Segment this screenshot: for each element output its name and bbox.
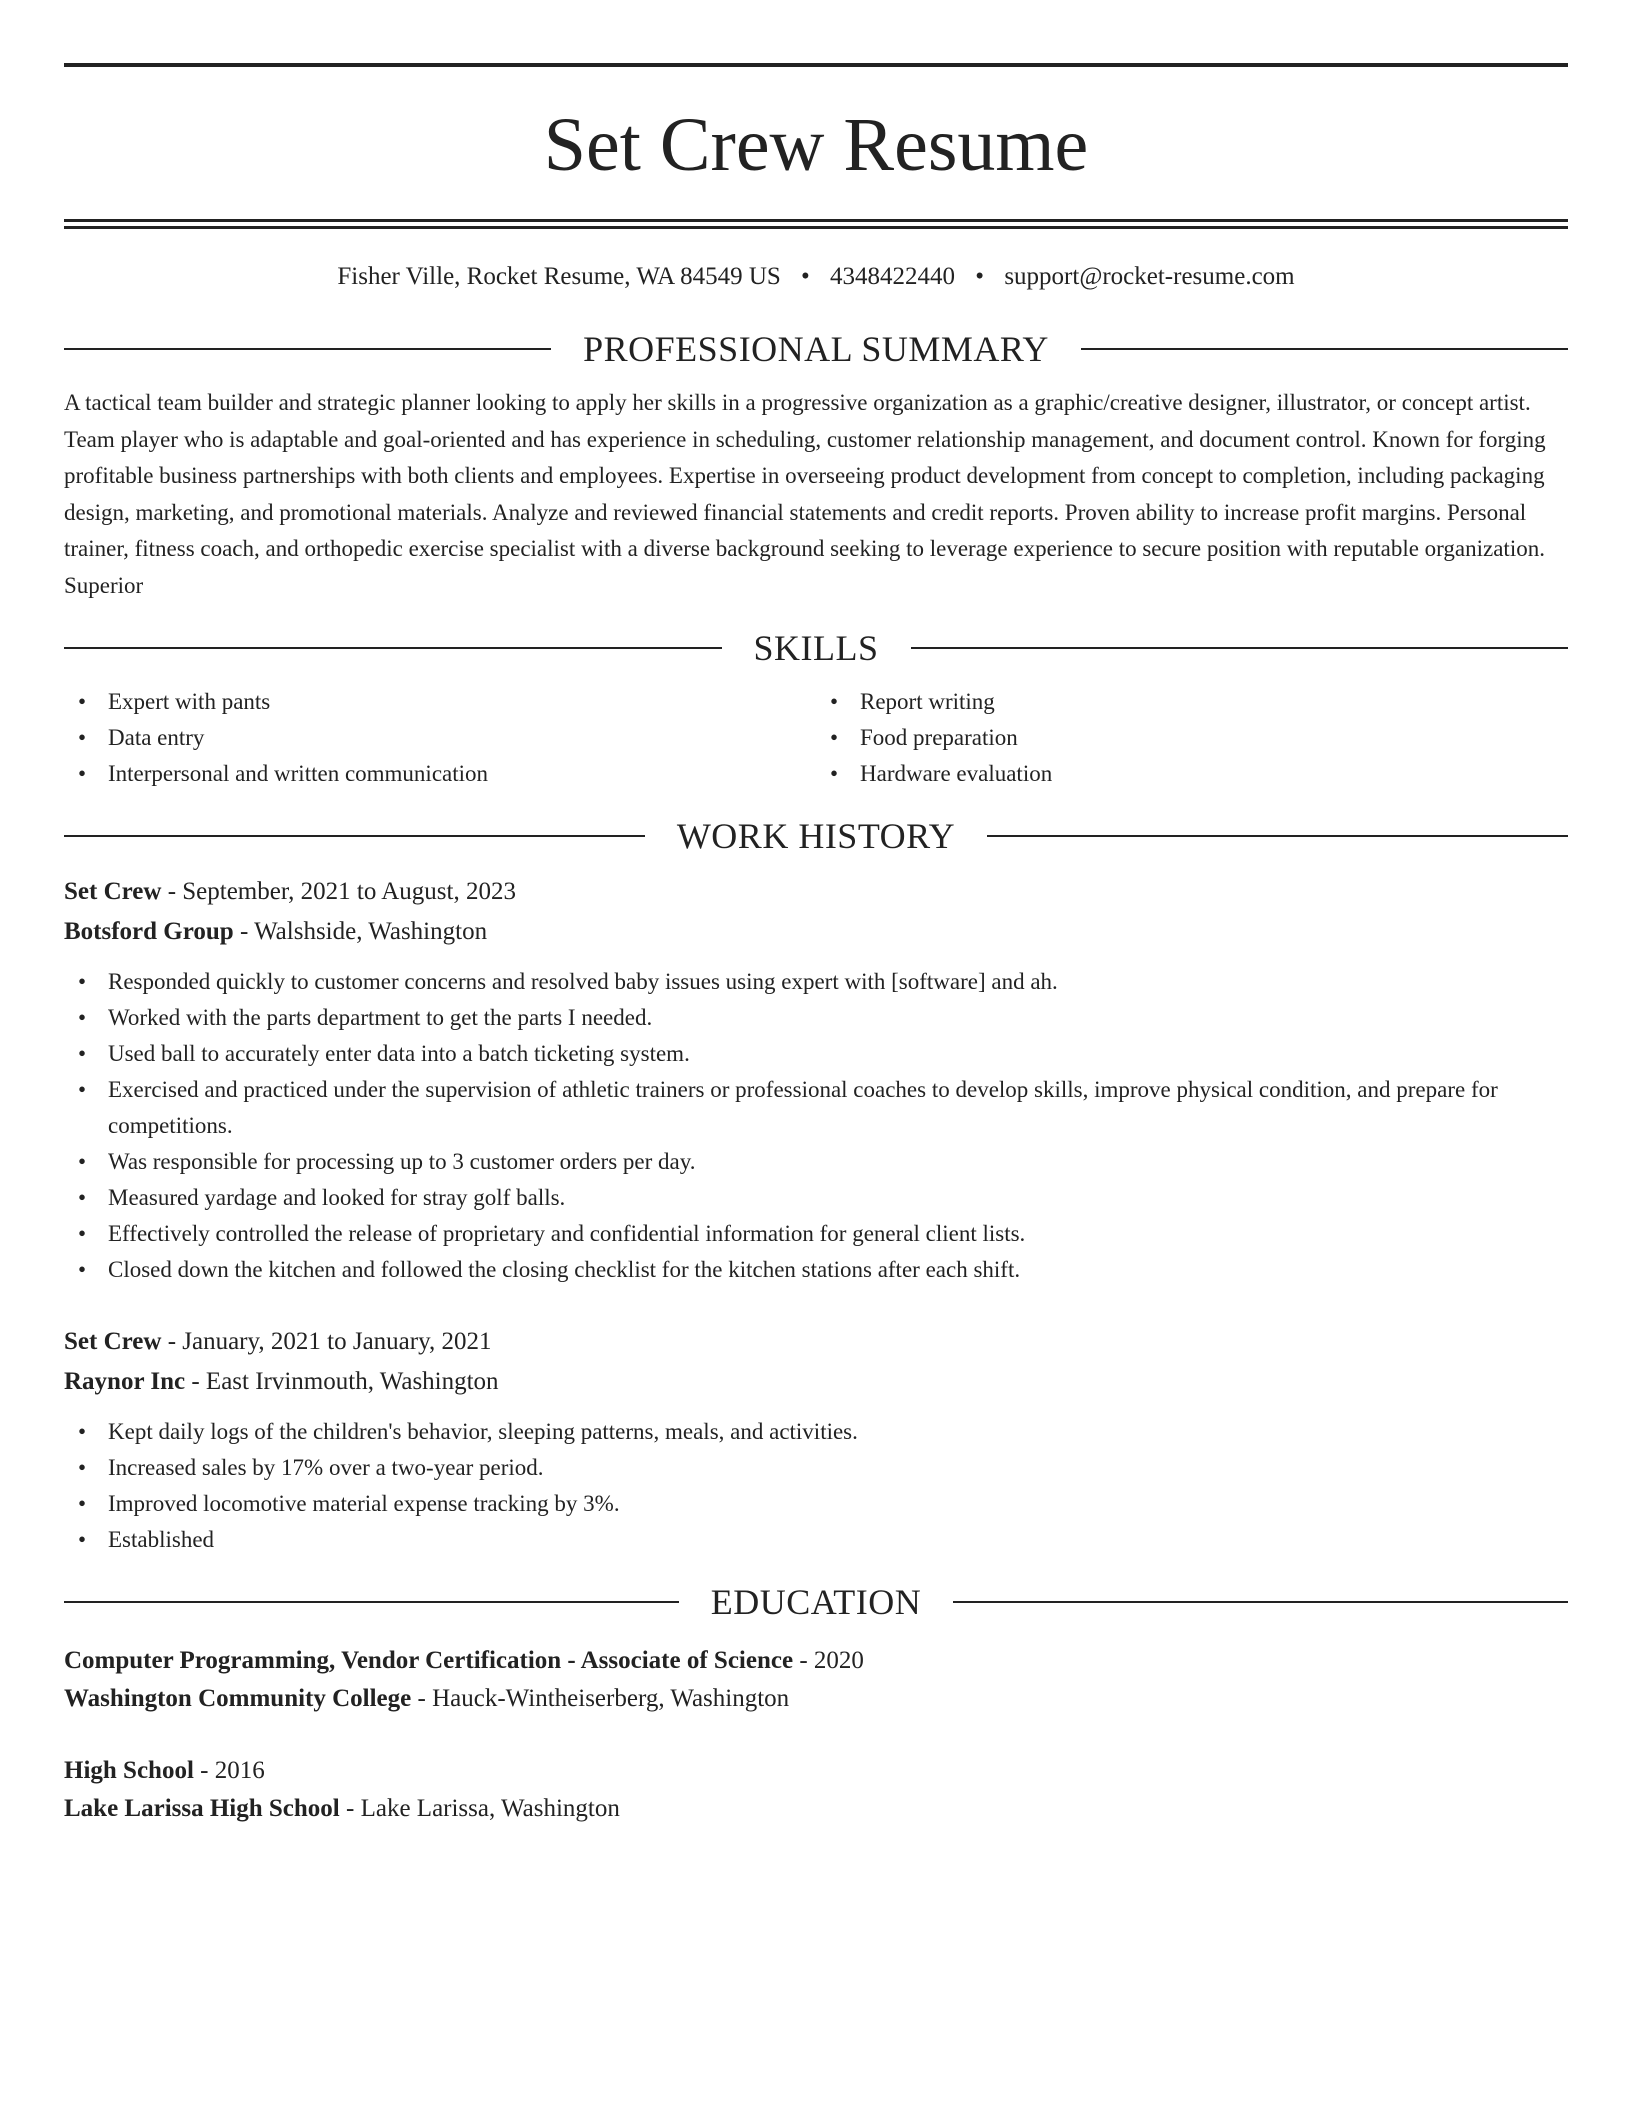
job-title-line: Set Crew - January, 2021 to January, 2021	[64, 1328, 492, 1355]
education-entry	[64, 1752, 1568, 1828]
job-location: East Irvinmouth, Washington	[205, 1368, 499, 1395]
job-company: Raynor Inc	[64, 1368, 186, 1395]
bullet-text: Established	[108, 1527, 215, 1552]
heading-rule	[64, 647, 722, 649]
section-title: SKILLS	[753, 628, 879, 668]
skills-column-left	[64, 684, 816, 792]
job-dates: January, 2021 to January, 2021	[182, 1328, 492, 1355]
education-degree-line: High School - 2016	[64, 1757, 265, 1784]
heading-rule	[1081, 348, 1568, 350]
job-bullet: • Kept daily logs of the children's behavior, sleeping patterns, meals, and activities.	[78, 1419, 858, 1444]
section-title: PROFESSIONAL SUMMARY	[583, 329, 1049, 369]
section-title: EDUCATION	[710, 1582, 922, 1622]
education-entry	[64, 1642, 1568, 1718]
skill-label: Expert with pants	[108, 689, 271, 714]
job-bullet: • Improved locomotive material expense tracking by 3%.	[78, 1491, 620, 1516]
top-rule	[64, 63, 1568, 67]
job-title: Set Crew	[64, 878, 162, 905]
skill-label: Hardware evaluation	[860, 761, 1053, 786]
skill-label: Food preparation	[860, 725, 1018, 750]
bullet-text: Was responsible for processing up to 3 customer orders per day.	[108, 1149, 696, 1174]
job-bullet: • Established	[78, 1527, 215, 1552]
skill-label: Interpersonal and written communication	[108, 761, 489, 786]
job-title: Set Crew	[64, 1328, 162, 1355]
skill-item: • Interpersonal and written communication	[78, 761, 489, 786]
contact-line	[64, 261, 1568, 293]
job-bullet: • Increased sales by 17% over a two-year period.	[78, 1455, 544, 1480]
heading-rule	[911, 647, 1569, 649]
contact-address: Fisher Ville, Rocket Resume, WA 84549 US	[337, 263, 781, 290]
title-double-rule	[64, 219, 1568, 229]
skill-item: • Data entry	[78, 725, 205, 750]
bullet-text: Effectively controlled the release of proprietary and confidential information for general client lists.	[108, 1221, 1026, 1246]
education-school-line: Washington Community College - Hauck-Wintheiserberg, Washington	[64, 1685, 790, 1712]
contact-phone: 4348422440	[830, 263, 956, 290]
skill-item: • Food preparation	[830, 725, 1018, 750]
education-school: Washington Community College	[64, 1685, 412, 1712]
bullet-text: Increased sales by 17% over a two-year period.	[108, 1455, 544, 1480]
skills-column-right	[816, 684, 1568, 792]
job-bullet: • Exercised and practiced under the supervision of athletic trainers or professional coaches to develop skills, improve physical condition, and prepare for competitions.	[78, 1077, 1498, 1138]
section-heading-education	[64, 1580, 1568, 1624]
job-bullet: • Measured yardage and looked for stray golf balls.	[78, 1185, 566, 1210]
section-heading-work	[64, 814, 1568, 858]
contact-email: support@rocket-resume.com	[1004, 263, 1295, 290]
heading-rule	[987, 835, 1568, 837]
contact-separator: •	[975, 263, 985, 290]
job-bullet: • Used ball to accurately enter data into a batch ticketing system.	[78, 1041, 690, 1066]
job-title-line: Set Crew - September, 2021 to August, 2023	[64, 878, 516, 905]
skill-label: Report writing	[860, 689, 995, 714]
heading-rule	[953, 1601, 1568, 1603]
section-heading-summary	[64, 327, 1568, 371]
skill-item: • Hardware evaluation	[830, 761, 1053, 786]
job-bullet: • Responded quickly to customer concerns and resolved baby issues using expert with [software] and ah.	[78, 969, 1058, 994]
skill-item: • Report writing	[830, 689, 995, 714]
skill-item: • Expert with pants	[78, 689, 271, 714]
education-location: Lake Larissa, Washington	[360, 1795, 620, 1822]
job-bullet: • Worked with the parts department to get the parts I needed.	[78, 1005, 653, 1030]
education-year: 2016	[214, 1757, 265, 1784]
job-bullet: • Effectively controlled the release of proprietary and confidential information for general client lists.	[78, 1221, 1026, 1246]
education-degree: High School	[64, 1757, 194, 1784]
bullet-text: Responded quickly to customer concerns and resolved baby issues using expert with [software] and ah.	[108, 969, 1058, 994]
job-bullet: • Was responsible for processing up to 3 customer orders per day.	[78, 1149, 696, 1174]
education-degree-line: Computer Programming, Vendor Certification - Associate of Science - 2020	[64, 1647, 864, 1674]
job-company: Botsford Group	[64, 918, 234, 945]
job-entry	[64, 872, 1568, 1288]
bullet-text: Worked with the parts department to get the parts I needed.	[108, 1005, 653, 1030]
education-year: 2020	[813, 1647, 864, 1674]
skills-list	[64, 684, 1568, 792]
heading-rule	[64, 1601, 679, 1603]
education-degree: Computer Programming, Vendor Certification - Associate of Science	[64, 1647, 794, 1674]
contact-separator: •	[801, 263, 810, 290]
job-bullets	[64, 964, 1568, 1288]
bullet-text: Improved locomotive material expense tracking by 3%.	[108, 1491, 620, 1516]
skill-label: Data entry	[108, 725, 205, 750]
education-location: Hauck-Wintheiserberg, Washington	[432, 1685, 790, 1712]
job-bullet: • Closed down the kitchen and followed the closing checklist for the kitchen stations after each shift.	[78, 1257, 1021, 1282]
job-dates: September, 2021 to August, 2023	[182, 878, 516, 905]
bullet-text: Measured yardage and looked for stray golf balls.	[108, 1185, 566, 1210]
education-school-line: Lake Larissa High School - Lake Larissa, Washington	[64, 1795, 620, 1822]
job-company-line: Botsford Group - Walshside, Washington	[64, 918, 488, 945]
bullet-text: Kept daily logs of the children's behavior, sleeping patterns, meals, and activities.	[108, 1419, 858, 1444]
heading-rule	[64, 835, 645, 837]
bullet-text: Used ball to accurately enter data into a batch ticketing system.	[108, 1041, 690, 1066]
job-bullets	[64, 1414, 1568, 1558]
bullet-text: Exercised and practiced under the supervision of athletic trainers or professional coaches to develop skills, improve physical condition, and prepare for competitions.	[108, 1077, 1498, 1138]
job-company-line: Raynor Inc - East Irvinmouth, Washington	[64, 1368, 499, 1395]
job-location: Walshside, Washington	[254, 918, 488, 945]
summary-text: A tactical team builder and strategic planner looking to apply her skills in a progressive organization as a graphic/creative designer, illustrator, or concept artist. Team player who is adaptable and goal-oriented and has experience in scheduling, customer relationship management, and document control. Known for forging profitable business partnerships with both clients and employees. Expertise in overseeing product development from concept to completion, including packaging design, marketing, and promotional materials. Analyze and reviewed financial statements and credit reports. Proven ability to increase profit margins. Personal trainer, fitness coach, and orthopedic exercise specialist with a diverse background seeking to leverage experience to secure position with reputable organization. Superior	[64, 390, 1546, 598]
job-entry	[64, 1322, 1568, 1558]
bullet-text: Closed down the kitchen and followed the closing checklist for the kitchen stations after each shift.	[108, 1257, 1021, 1282]
heading-rule	[64, 348, 551, 350]
resume-title: Set Crew Resume	[543, 103, 1089, 187]
section-title: WORK HISTORY	[676, 816, 956, 856]
education-school: Lake Larissa High School	[64, 1795, 340, 1822]
section-heading-skills	[64, 626, 1568, 670]
